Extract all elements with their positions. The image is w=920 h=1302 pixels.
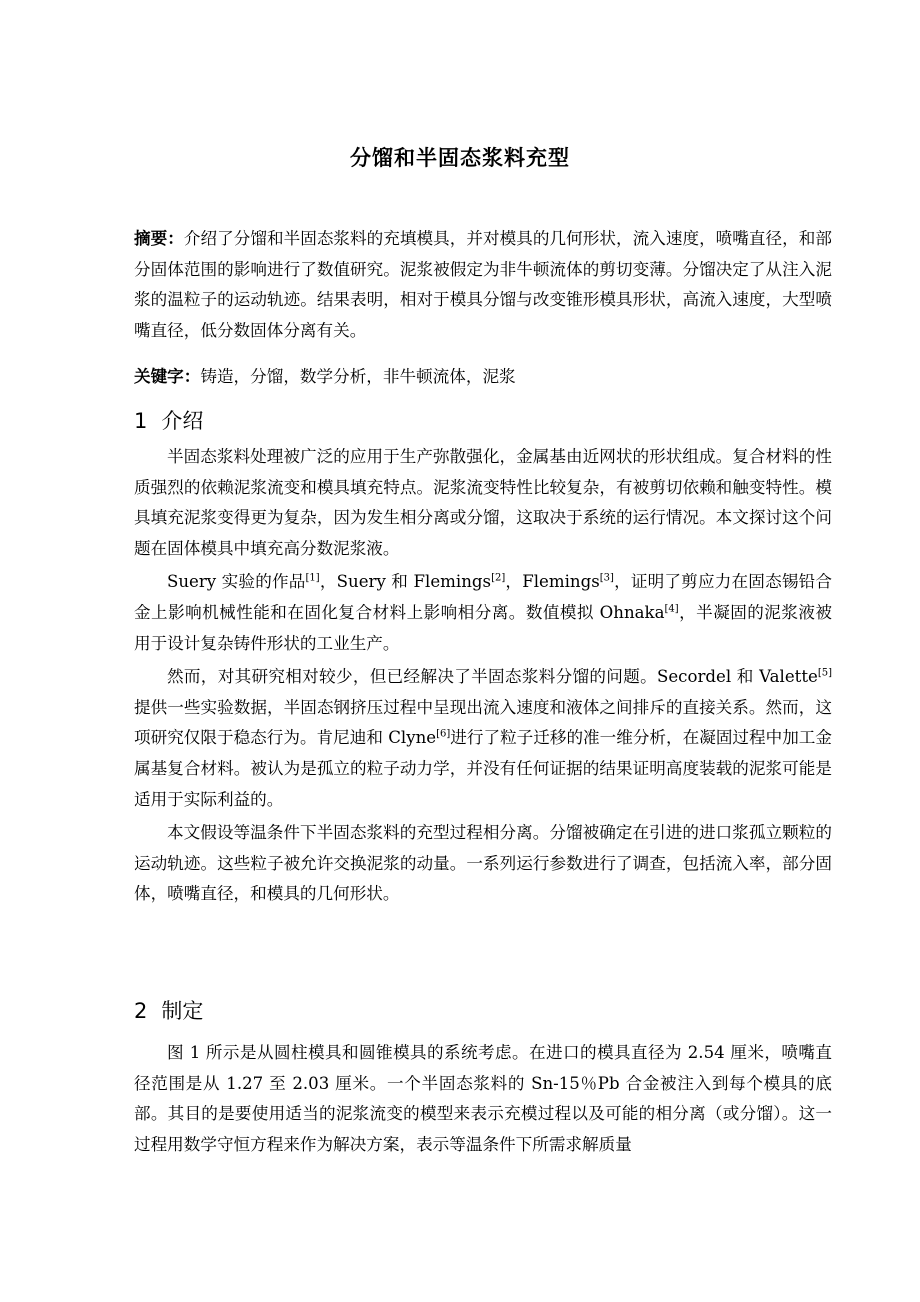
paragraph: 本文假设等温条件下半固态浆料的充型过程相分离。分馏被确定在引进的进口浆孤立颗粒的运动轨迹。这些粒子被允许交换泥浆的动量。一系列运行参数进行了调查，包括流入率，部分固体，喷嘴直径，和模具的几何形状。 bbox=[134, 823, 832, 904]
section-title: 制定 bbox=[161, 999, 204, 1023]
text-run: ，Flemings bbox=[505, 572, 600, 592]
text-run: ，半凝固的泥浆液被用于设计复杂铸件形状的工业生产。 bbox=[134, 602, 833, 653]
page-title: 分馏和半固态浆料充型 bbox=[350, 146, 570, 170]
section-introduction-body bbox=[134, 442, 832, 910]
section-title: 介绍 bbox=[161, 409, 204, 433]
keywords-text: 铸造，分馏，数学分析，非牛顿流体，泥浆 bbox=[200, 367, 516, 386]
abstract-label: 摘要： bbox=[134, 229, 184, 248]
citation: [4] bbox=[664, 603, 679, 615]
citation: [2] bbox=[491, 572, 506, 584]
text-run: Suery 实验的作品 bbox=[167, 572, 306, 592]
text-run: 进行了粒子迁移的准一维分析，在凝固过程中加工金属基复合材料。被认为是孤立的粒子动力学，并没有任何证据的结果证明高度装载的泥浆可能是适用于实际利益的。 bbox=[134, 728, 832, 809]
text-run: 提供一些实验数据，半固态钢挤压过程中呈现出流入速度和液体之间排斥的直接关系。然而，这项研究仅限于稳态行为。肯尼迪和 Clyne bbox=[134, 697, 832, 748]
citation: [6] bbox=[436, 728, 451, 740]
paragraph bbox=[134, 662, 832, 815]
text-run: ，Suery 和 Flemings bbox=[319, 572, 492, 592]
section-heading-introduction bbox=[134, 405, 203, 435]
text-run: 然而，对其研究相对较少，但已经解决了半固态浆料分馏的问题。Secordel 和 Valette bbox=[167, 667, 818, 687]
citation: [3] bbox=[599, 572, 614, 584]
abstract-text: 介绍了分馏和半固态浆料的充填模具，并对模具的几何形状，流入速度，喷嘴直径，和部分固体范围的影响进行了数值研究。泥浆被假定为非牛顿流体的剪切变薄。分馏决定了从注入泥浆的温粒子的运动轨迹。结果表明，相对于模具分馏与改变锥形模具形状，高流入速度，大型喷嘴直径，低分数固体分离有关。 bbox=[134, 229, 832, 340]
section-number: 2 bbox=[134, 999, 148, 1023]
citation: [5] bbox=[817, 667, 832, 679]
paragraph: 半固态浆料处理被广泛的应用于生产弥散强化，金属基由近网状的形状组成。复合材料的性质强烈的依赖泥浆流变和模具填充特点。泥浆流变特性比较复杂，有被剪切依赖和触变特性。模具填充泥浆变得更为复杂，因为发生相分离或分馏，这取决于系统的运行情况。本文探讨这个问题在固体模具中填充高分数泥浆液。 bbox=[134, 447, 832, 558]
abstract-paragraph bbox=[134, 224, 832, 346]
keywords-label: 关键字： bbox=[134, 367, 201, 386]
section-number: 1 bbox=[134, 409, 148, 433]
section-heading-formulation bbox=[134, 995, 203, 1025]
paragraph: 图 1 所示是从圆柱模具和圆锥模具的系统考虑。在进口的模具直径为 2.54 厘米，喷嘴直径范围是从 1.27 至 2.03 厘米。一个半固态浆料的 Sn-15％Pb 合金被注入到每个模具的底部。其目的是要使用适当的泥浆流变的模型来表示充模过程以及可能的相分离（或分馏）。这一过程用数学守恒方程来作为解决方案，表示等温条件下所需求解质量 bbox=[134, 1043, 832, 1154]
text-run: ，证明了剪应力在固态锡铅合金上影响机械性能和在固化复合材料上影响相分离。数值模拟 Ohnaka bbox=[134, 572, 832, 622]
keywords-line bbox=[134, 362, 832, 393]
paragraph bbox=[134, 567, 832, 659]
citation: [1] bbox=[305, 572, 320, 584]
section-formulation-body bbox=[134, 1038, 832, 1160]
